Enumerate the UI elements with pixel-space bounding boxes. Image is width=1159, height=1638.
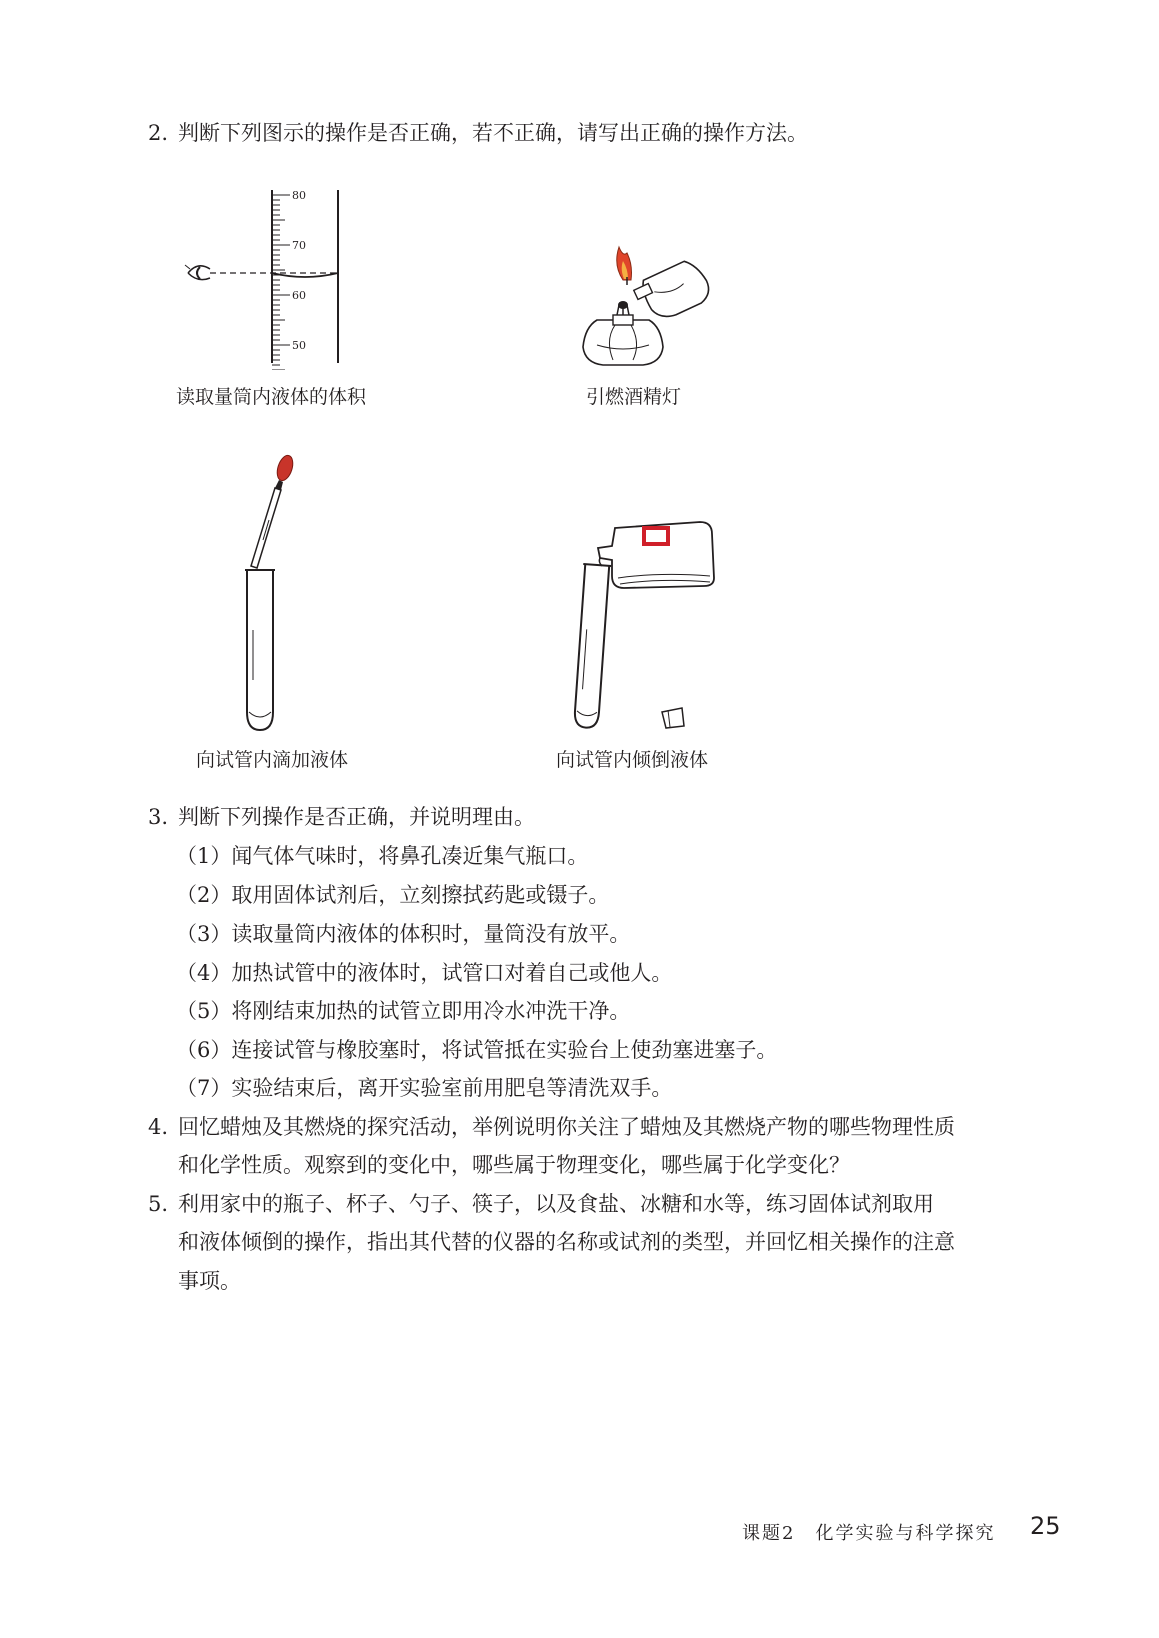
question-4 xyxy=(148,1112,955,1142)
question-number: 3. xyxy=(148,805,169,829)
question-number: 2. xyxy=(148,121,169,145)
q3-item-2: （2）取用固体试剂后，立刻擦拭药匙或镊子。 xyxy=(176,883,610,907)
question-number: 4. xyxy=(148,1115,169,1139)
q3-item-5: （5）将刚结束加热的试管立即用冷水冲洗干净。 xyxy=(176,999,631,1023)
tick-label-80: 80 xyxy=(292,189,306,202)
tilted-lamp-icon xyxy=(632,256,714,326)
running-footer-title: 课题2 化学实验与科学探究 xyxy=(742,1523,996,1544)
question-5 xyxy=(148,1189,934,1219)
dropper-icon xyxy=(251,453,296,568)
meniscus xyxy=(272,273,338,277)
question-5-line-3: 事项。 xyxy=(178,1269,241,1293)
tick-label-70: 70 xyxy=(292,239,306,252)
q3-item-1: （1）闻气体气味时，将鼻孔凑近集气瓶口。 xyxy=(176,844,589,868)
graduated-cylinder-figure xyxy=(180,185,355,370)
question-text: 判断下列操作是否正确，并说明理由。 xyxy=(178,805,535,829)
eye-icon xyxy=(185,265,210,280)
caption-cylinder: 读取量筒内液体的体积 xyxy=(176,386,367,408)
tick-label-50: 50 xyxy=(292,339,306,352)
caption-pour: 向试管内倾倒液体 xyxy=(556,749,709,771)
question-2 xyxy=(148,118,808,148)
q3-item-4: （4）加热试管中的液体时，试管口对着自己或他人。 xyxy=(176,961,673,985)
tick-label-60: 60 xyxy=(292,289,306,302)
alcohol-lamp-figure xyxy=(575,235,730,375)
flame-icon xyxy=(617,247,632,285)
caption-lamp: 引燃酒精灯 xyxy=(586,386,682,408)
alcohol-lamp-icon xyxy=(583,301,663,365)
page-number: 25 xyxy=(1030,1512,1061,1540)
test-tube-icon xyxy=(245,570,275,730)
question-5-line-2: 和液体倾倒的操作，指出其代替的仪器的名称或试剂的类型，并回忆相关操作的注意 xyxy=(178,1230,955,1254)
question-text: 判断下列图示的操作是否正确，若不正确，请写出正确的操作方法。 xyxy=(178,121,808,145)
question-number: 5. xyxy=(148,1192,169,1216)
question-text-line-1: 利用家中的瓶子、杯子、勺子、筷子，以及食盐、冰糖和水等，练习固体试剂取用 xyxy=(178,1192,934,1216)
bottle-label xyxy=(644,528,668,544)
dropper-test-tube-figure xyxy=(225,450,320,740)
q3-item-6: （6）连接试管与橡胶塞时，将试管抵在实验台上使劲塞进塞子。 xyxy=(176,1038,778,1062)
test-tube-icon xyxy=(572,564,611,729)
q3-item-3: （3）读取量筒内液体的体积时，量筒没有放平。 xyxy=(176,922,631,946)
question-4-line-2: 和化学性质。观察到的变化中，哪些属于物理变化，哪些属于化学变化？ xyxy=(178,1153,850,1177)
pouring-liquid-figure xyxy=(560,520,730,740)
q3-item-7: （7）实验结束后，离开实验室前用肥皂等清洗双手。 xyxy=(176,1076,673,1100)
caption-dropper: 向试管内滴加液体 xyxy=(196,749,349,771)
reagent-bottle-icon xyxy=(598,522,714,588)
bottle-stopper-icon xyxy=(662,708,684,728)
question-text-line-1: 回忆蜡烛及其燃烧的探究活动，举例说明你关注了蜡烛及其燃烧产物的哪些物理性质 xyxy=(178,1115,955,1139)
question-3 xyxy=(148,802,535,832)
